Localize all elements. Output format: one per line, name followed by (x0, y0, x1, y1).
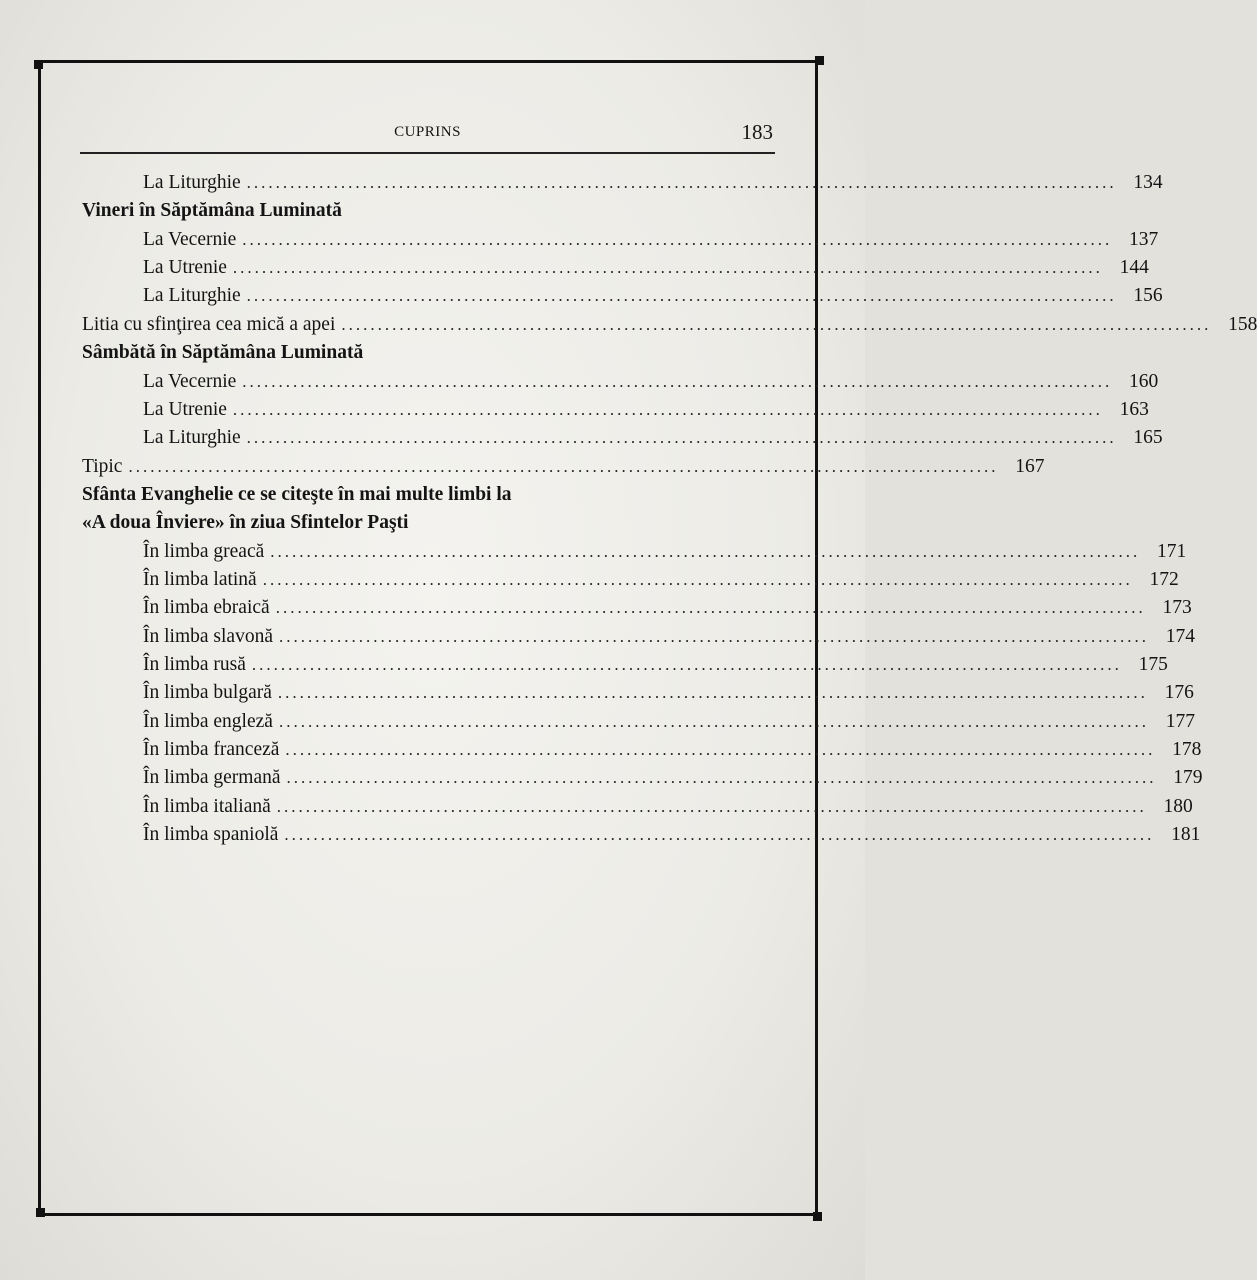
toc-entry-page-number: 181 (1171, 824, 1201, 846)
toc-entry-label: La Vecernie (143, 228, 237, 250)
toc-entry-page-number: 172 (1149, 568, 1179, 590)
toc-entry (143, 538, 1187, 566)
dot-leader: ........................................................................................................................ (262, 569, 1133, 589)
toc-entry (82, 311, 1257, 339)
dot-leader: ........................................................................................................................ (246, 428, 1117, 448)
toc-entry (143, 594, 1192, 622)
dot-leader: ........................................................................................................................ (251, 655, 1122, 674)
toc-entry-page-number: 178 (1172, 739, 1202, 760)
toc-entry-label: La Utrenie (143, 398, 227, 420)
toc-section-heading: Sfânta Evanghelie ce se citeşte în mai multe limbi la (82, 483, 512, 505)
dot-leader: ........................................................................................................................ (285, 740, 1156, 759)
toc-entry-label: În limba greacă (143, 540, 265, 562)
toc-entry-label: Litia cu sfinţirea cea mică a apei (82, 313, 336, 335)
toc-entry-label: În limba ebraică (143, 597, 270, 619)
toc-entry (143, 821, 1201, 849)
toc-section-heading: Vineri în Săptămâna Luminată (82, 200, 342, 222)
dot-leader: ........................................................................................................................ (275, 598, 1146, 618)
toc-entry-label: În limba latină (143, 568, 257, 590)
toc-entry-page-number: 165 (1133, 427, 1163, 449)
toc-entry-page-number: 180 (1163, 795, 1193, 817)
toc-entry-page-number: 158 (1228, 313, 1257, 335)
toc-entry-label: La Liturghie (143, 172, 241, 193)
toc-entry-label: La Liturghie (143, 285, 241, 307)
toc-entry (82, 453, 1045, 481)
toc-entry-page-number: 176 (1164, 682, 1194, 704)
toc-entry-page-number: 160 (1129, 370, 1159, 392)
dot-leader: ........................................................................................................................ (232, 399, 1103, 419)
toc-entry-page-number: 134 (1133, 172, 1163, 193)
toc-section-heading: Sâmbătă în Săptămâna Luminată (82, 342, 364, 364)
toc-entry (143, 169, 1163, 197)
toc-entry (143, 282, 1163, 310)
toc-entry-page-number: 173 (1162, 597, 1192, 619)
toc-entry (143, 566, 1179, 594)
dot-leader: ........................................................................................................................ (270, 541, 1141, 561)
toc-entry-page-number: 167 (1015, 455, 1045, 477)
toc-entry (143, 254, 1149, 282)
toc-entry-page-number: 163 (1119, 398, 1149, 420)
dot-leader: ........................................................................................................................ (246, 286, 1117, 306)
toc-entry-page-number: 174 (1165, 625, 1195, 647)
toc-entry-label: În limba bulgară (143, 682, 272, 704)
dot-leader: ........................................................................................................................ (128, 456, 999, 476)
toc-entry (143, 424, 1163, 452)
toc-entry-label: În limba italiană (143, 795, 271, 817)
toc-entry (143, 736, 1202, 764)
dot-leader: ........................................................................................................................ (276, 796, 1147, 816)
toc-entry-label: În limba slavonă (143, 625, 273, 647)
toc-entry-label: În limba spaniolă (143, 824, 279, 846)
toc-entry (143, 651, 1168, 679)
toc-entry-page-number: 175 (1138, 654, 1168, 675)
dot-leader: ........................................................................................................................ (242, 371, 1113, 391)
dot-leader: ........................................................................................................................ (278, 626, 1149, 646)
toc-entry (143, 708, 1195, 736)
toc-entry (143, 368, 1159, 396)
dot-leader: ........................................................................................................................ (232, 258, 1103, 278)
dot-leader: ........................................................................................................................ (341, 314, 1212, 334)
toc-entry-label: În limba rusă (143, 654, 246, 675)
toc-entry-page-number: 177 (1165, 710, 1195, 732)
dot-leader: ........................................................................................................................ (286, 768, 1157, 788)
toc-entry-page-number: 156 (1133, 285, 1163, 307)
dot-leader: ........................................................................................................................ (246, 173, 1117, 192)
toc-entry-page-number: 179 (1173, 767, 1203, 789)
toc-entry (143, 623, 1195, 651)
toc-entry-label: În limba germană (143, 767, 281, 789)
page-number: 183 (741, 120, 773, 144)
toc-entry-label: În limba franceză (143, 739, 280, 760)
toc-entry-page-number: 171 (1157, 540, 1187, 562)
toc-entry-page-number: 137 (1129, 228, 1159, 250)
toc-entry (143, 793, 1193, 821)
toc-entry (143, 226, 1159, 254)
toc-entry-label: La Vecernie (143, 370, 237, 392)
toc-entry-label: În limba engleză (143, 710, 273, 732)
dot-leader: ........................................................................................................................ (278, 711, 1149, 731)
running-header-title: CUPRINS (394, 124, 461, 140)
dot-leader: ........................................................................................................................ (242, 229, 1113, 249)
toc-entry (143, 764, 1203, 792)
toc-entry (143, 679, 1194, 707)
toc-entry-label: La Liturghie (143, 427, 241, 449)
toc-section-heading: «A doua Înviere» în ziua Sfintelor Paşti (82, 512, 409, 534)
toc-entry-page-number: 144 (1119, 257, 1149, 279)
toc-entry-label: La Utrenie (143, 257, 227, 279)
toc-entry (143, 396, 1149, 424)
toc-entry-label: Tipic (82, 455, 123, 477)
dot-leader: ........................................................................................................................ (284, 825, 1155, 845)
dot-leader: ........................................................................................................................ (277, 683, 1148, 703)
